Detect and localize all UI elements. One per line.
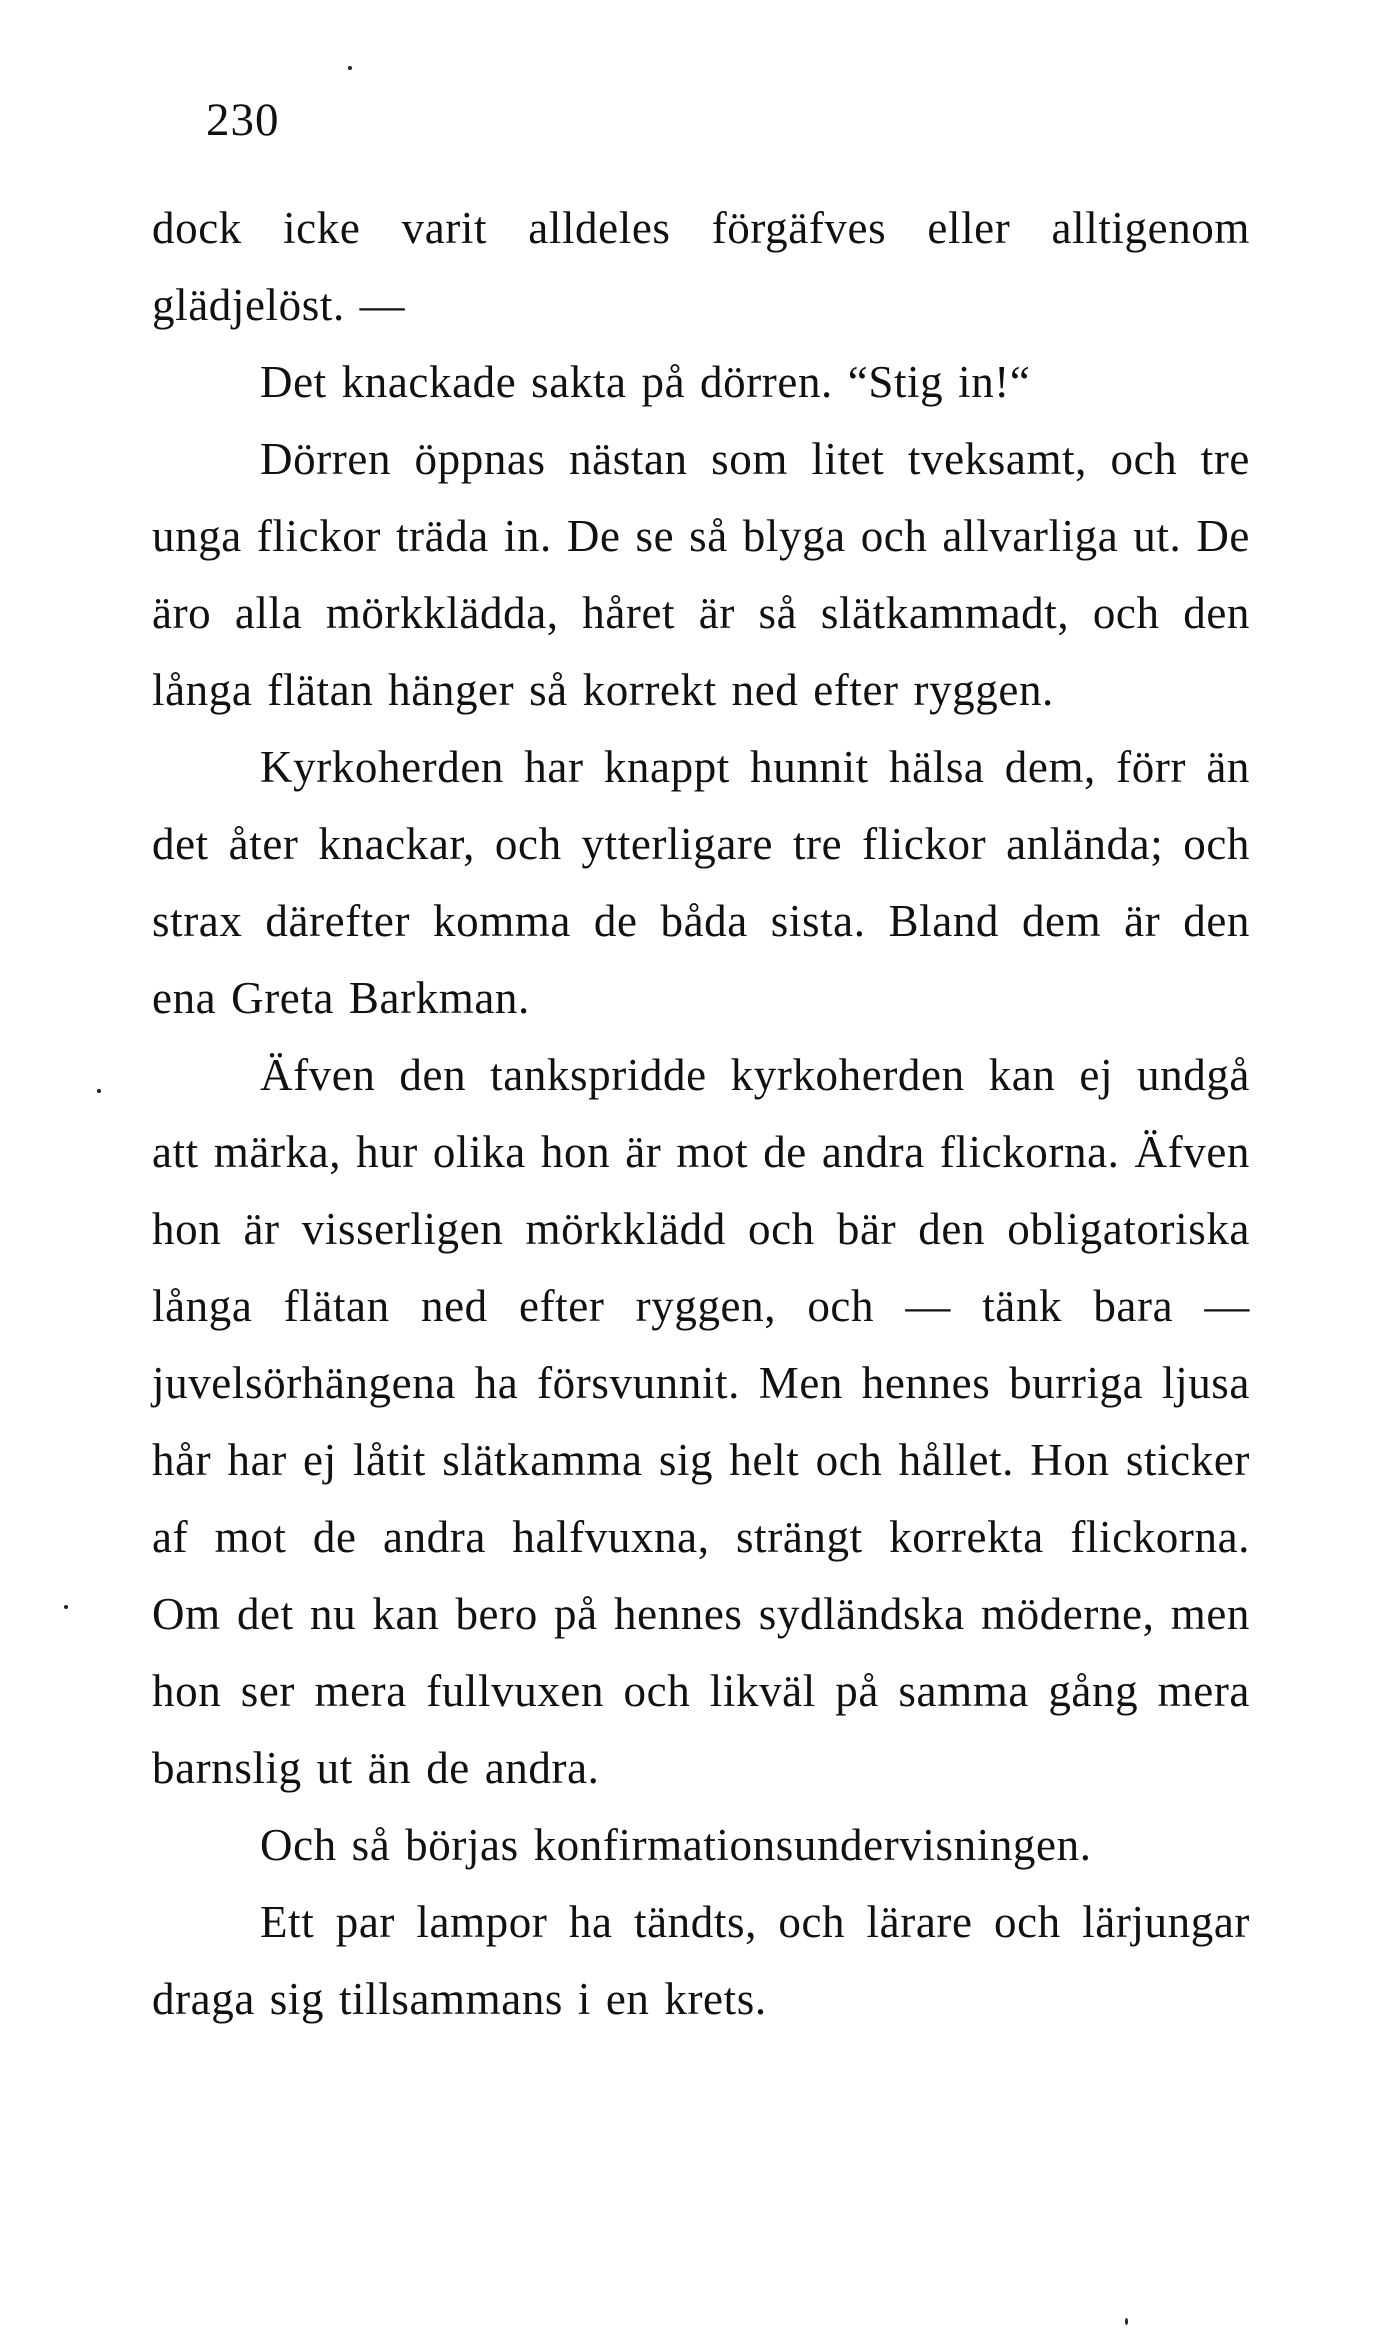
- paragraph: Det knackade sakta på dörren. “Stig in!“: [260, 357, 1031, 407]
- page-text: [152, 190, 1250, 2038]
- page-number: 230: [206, 94, 280, 146]
- paragraph: dock icke varit alldeles förgäfves eller alltigenom glädjelöst. —: [152, 203, 1250, 330]
- print-speck: [348, 66, 352, 70]
- print-speck: [97, 1089, 101, 1093]
- paragraph: Och så börjas konfirmationsundervisningen.: [260, 1820, 1092, 1870]
- paragraph: Dörren öppnas nästan som litet tveksamt, och tre unga flickor träda in. De se så blyga och allvarliga ut. De äro alla mörkklädda, håret är så slätkammadt, och den långa flätan hänger så korrekt ned efter ryggen.: [152, 434, 1250, 715]
- print-speck: [64, 1605, 68, 1609]
- paragraph: Äfven den tankspridde kyrkoherden kan ej undgå att märka, hur olika hon är mot de andra flickorna. Äfven hon är visserligen mörkklädd och bär den obligatoriska långa flätan ned efter ryggen, och — tänk bara — juvelsörhängena ha försvunnit. Men hennes burriga ljusa hår har ej låtit slätkamma sig helt och hållet. Hon sticker af mot de andra halfvuxna, strängt korrekta flickorna. Om det nu kan bero på hennes sydländska möderne, men hon ser mera fullvuxen och likväl på samma gång mera barnslig ut än de andra.: [152, 1050, 1250, 1793]
- paragraph: Kyrkoherden har knappt hunnit hälsa dem, förr än det åter knackar, och ytterligare tre flickor anlända; och strax därefter komma de båda sista. Bland dem är den ena Greta Barkman.: [152, 742, 1250, 1023]
- print-speck: [1125, 2318, 1128, 2325]
- paragraph: Ett par lampor ha tändts, och lärare och lärjungar draga sig tillsammans i en krets.: [152, 1897, 1250, 2024]
